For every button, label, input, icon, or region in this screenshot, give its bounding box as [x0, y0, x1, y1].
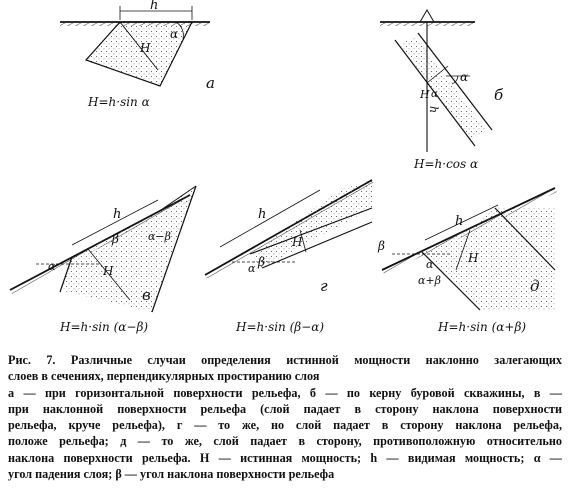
- formula-c: H=h·sin (α−β): [60, 320, 149, 334]
- label-alpha-b2: α: [460, 70, 469, 84]
- caption-line-1: Рис. 7. Различные случаи определения истинной мощности наклонно залегающих: [8, 353, 562, 367]
- label-beta-e: β: [378, 239, 385, 253]
- caption-line-6: положе рельефа; д — то же, слой падает в сторону, противоположную относительно: [8, 434, 562, 449]
- panel-letter-b: б: [494, 86, 504, 104]
- figure-caption: [8, 352, 562, 482]
- panel-letter-a: а: [206, 74, 215, 92]
- panel-a: [60, 0, 215, 109]
- formula-e: H=h·sin (α+β): [438, 320, 527, 334]
- label-alpha-e: α: [426, 258, 434, 271]
- panel-letter-d: г: [320, 277, 328, 295]
- label-alpha-c: α: [48, 260, 56, 273]
- label-h-a: h: [150, 0, 159, 13]
- formula-d: H=h·sin (β−α): [236, 320, 325, 334]
- caption-line-3: а — при горизонтальной поверхности рельефа, б — по керну буровой скважины, в —: [8, 385, 562, 400]
- label-alpha-d: α: [248, 262, 256, 275]
- label-h-e: h: [455, 214, 464, 229]
- layer-d: [250, 180, 372, 268]
- label-h-d: h: [258, 207, 267, 222]
- layer-b: [400, 36, 486, 140]
- label-beta-c: β: [112, 232, 119, 246]
- label-beta-d: β: [258, 255, 265, 269]
- label-alpha-b1: α: [431, 89, 438, 100]
- caption-line-7: наклона поверхности рельефа. H — истинная мощность; h — видимая мощность; α —: [8, 450, 562, 465]
- label-H-c: H: [103, 264, 114, 278]
- panel-d: [205, 180, 374, 334]
- panel-e: [377, 188, 557, 334]
- caption-line-2: слоев в сечениях, перпендикулярных простиранию слоя: [8, 369, 320, 384]
- panel-b: [380, 10, 504, 171]
- panel-c: [10, 186, 196, 334]
- layer-c: [60, 186, 196, 312]
- caption-line-4: при наклонной поверхности рельефа (слой падает в сторону наклона поверхности: [8, 401, 562, 416]
- caption-line-5: рельефа, круче рельефа), г — то же, но слой падает в сторону наклона рельефа,: [8, 418, 562, 433]
- label-h-c: h: [113, 207, 122, 222]
- label-H-d: H: [292, 235, 303, 249]
- caption-line-8: угол падения слоя; β — угол наклона поверхности рельефа: [8, 467, 335, 482]
- panel-letter-c: в: [142, 286, 151, 304]
- label-H-a: H: [140, 41, 151, 55]
- label-alpha-plus-beta-e: α+β: [418, 274, 442, 287]
- label-H-b: H: [420, 88, 430, 101]
- formula-b: H=h·cos α: [414, 157, 479, 171]
- label-alpha-minus-beta-c: α−β: [148, 230, 172, 243]
- label-H-e: H: [468, 251, 479, 265]
- formula-a: H=h·sin α: [88, 95, 150, 109]
- panel-letter-e: д: [530, 277, 540, 295]
- label-alpha-a: α: [170, 27, 179, 41]
- label-h-b: h: [427, 106, 440, 114]
